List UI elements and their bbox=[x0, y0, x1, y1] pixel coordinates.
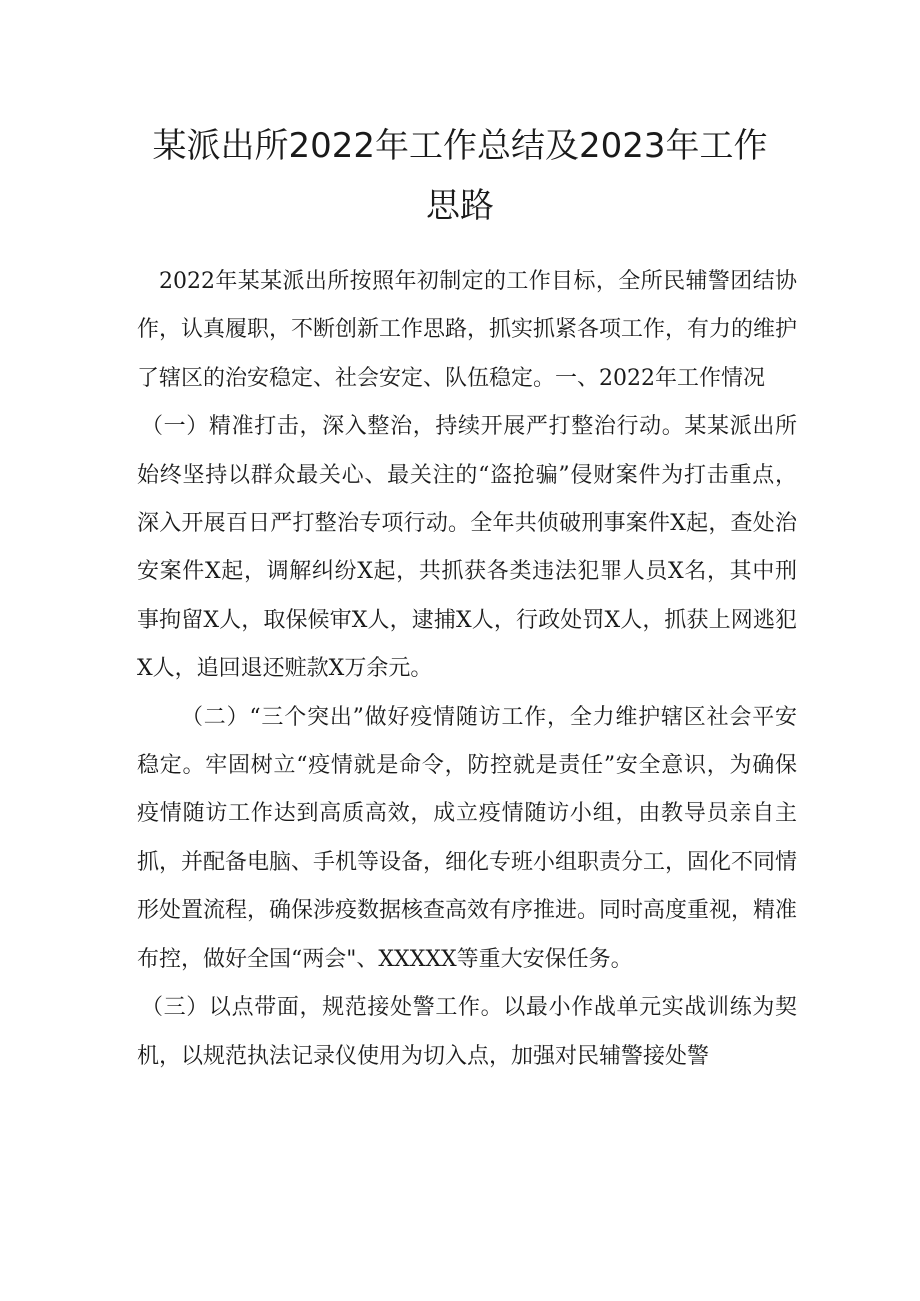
document-title-line-2: 思路 bbox=[426, 186, 494, 226]
paragraph-section-3: （三）以点带面，规范接处警工作。以最小作战单元实战训练为契机，以规范执法记录仪使用为切入点，加强对民辅警接处警 bbox=[137, 995, 797, 1069]
document-body bbox=[137, 258, 797, 1081]
document-title-line-1: 某派出所2022年工作总结及2023年工作 bbox=[152, 126, 768, 166]
paragraph-section-2: （二）“三个突出”做好疫情随访工作，全力维护辖区社会平安稳定。牢固树立“疫情就是命令，防控就是责任”安全意识，为确保疫情随访工作达到高质高效，成立疫情随访小组，由教导员亲自主抓，并配备电脑、手机等设备，细化专班小组职责分工，固化不同情形处置流程，确保涉疫数据核查高效有序推进。同时高度重视，精准布控，做好全国“两会"、XXXXX等重大安保任务。 bbox=[137, 704, 798, 972]
paragraph-section-1: （一）精准打击，深入整治，持续开展严打整治行动。某某派出所始终坚持以群众最关心、最关注的“盗抢骗”侵财案件为打击重点，深入开展百日严打整治专项行动。全年共侦破刑事案件X起，查处治安案件X起，调解纠纷X起，共抓获各类违法犯罪人员X名，其中刑事拘留X人，取保候审X人，逮捕X人，行政处罚X人，抓获上网逃犯X人，追回退还赃款X万余元。 bbox=[137, 414, 797, 682]
paragraph-intro: 2022年某某派出所按照年初制定的工作目标，全所民辅警团结协作，认真履职，不断创新工作思路，抓实抓紧各项工作，有力的维护了辖区的治安稳定、社会安定、队伍稳定。一、2022年工作情况 bbox=[137, 269, 798, 391]
